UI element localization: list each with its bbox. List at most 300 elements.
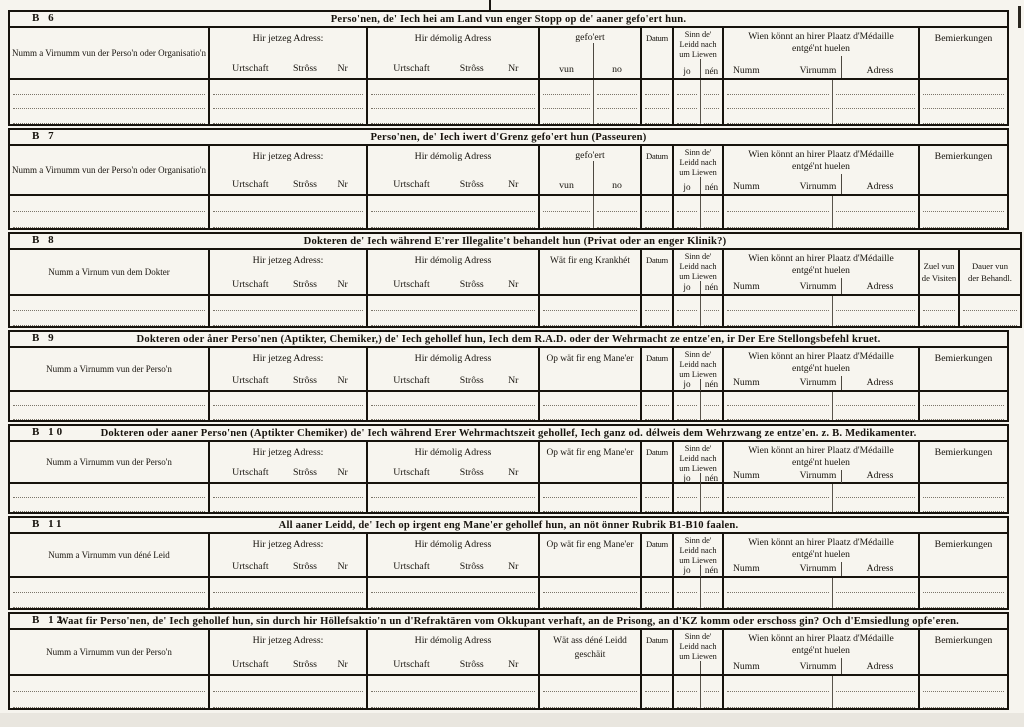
- label-medal: [724, 250, 918, 278]
- section-b6-titlebar: [10, 12, 1007, 28]
- entry-line: [543, 498, 637, 512]
- label-numm: Numm: [733, 661, 760, 672]
- label-alive: [674, 28, 722, 59]
- gefoert-sublabels: [540, 161, 640, 194]
- entry-line: [597, 196, 637, 212]
- entry-subcell-numm-virnumm: [724, 676, 832, 708]
- label-nr: Nr: [508, 63, 519, 74]
- section-b12-titlebar: [10, 614, 1007, 630]
- entry-line: [645, 109, 669, 124]
- label-virnumm: Virnumm: [799, 377, 837, 388]
- medal-sublabels: [724, 658, 918, 674]
- entry-line: [13, 484, 205, 498]
- section-b12: [8, 612, 1009, 710]
- label-alive-line1: Sinn de': [684, 444, 712, 453]
- label-adress: Adress: [841, 658, 918, 674]
- entry-subcell-jo: [674, 578, 700, 608]
- entry-subcell-nen: [700, 80, 722, 124]
- label-numm: Numm: [733, 377, 760, 388]
- entry-line: [597, 95, 637, 110]
- entry-line: [13, 593, 205, 608]
- entry-line: [836, 692, 915, 708]
- label-urtschaft: Urtschaft: [232, 659, 269, 670]
- col-header-remarks: Bemierkungen: [918, 442, 1007, 482]
- entry-line: [213, 593, 363, 608]
- col-header-datum: Datum: [640, 250, 672, 294]
- entry-cell-medal: [722, 676, 918, 708]
- entry-line: [704, 95, 719, 110]
- section-b7-titlebar: [10, 130, 1007, 146]
- entry-line: [704, 109, 719, 124]
- col-header-alive: [672, 348, 722, 390]
- entry-line: [213, 95, 363, 110]
- entry-cell-fate: [538, 676, 640, 708]
- entry-subcell-numm-virnumm: [724, 296, 832, 326]
- entry-line: [923, 311, 955, 326]
- entry-line: [213, 80, 363, 95]
- entry-line: [677, 311, 697, 326]
- entry-line: [704, 296, 719, 311]
- address-sublabels: [368, 467, 538, 482]
- entry-cell-current-address: [208, 578, 366, 608]
- label-jo-blank: [674, 661, 700, 674]
- col-header-former-address: [366, 348, 538, 390]
- entry-line: [677, 578, 697, 593]
- entry-line: [677, 406, 697, 420]
- label-nen: nén: [700, 281, 722, 294]
- label-nen: nén: [700, 177, 722, 194]
- entry-cell-datum: [640, 392, 672, 420]
- label-adress: Adress: [841, 470, 918, 483]
- entry-line: [836, 80, 915, 95]
- entry-line: [836, 484, 915, 498]
- col-header-name: Numm a Virnum vun dem Dokter: [48, 267, 170, 277]
- label-alive-line1: Sinn de': [684, 148, 712, 157]
- col-header-name: Numm a Virnumm vun der Perso'n oder Organisatio'n: [11, 165, 207, 175]
- entry-line: [543, 311, 637, 326]
- label-medal: [724, 28, 918, 56]
- label-alive-line3: um Liewen: [679, 49, 717, 59]
- entry-subcell-no: [593, 196, 640, 228]
- col-header-gefoert: [538, 146, 640, 194]
- entry-line: [543, 593, 637, 608]
- entry-line: [543, 692, 637, 708]
- label-adress: Adress: [841, 278, 918, 294]
- col-header-alive: [672, 534, 722, 576]
- section-b10-titlebar: [10, 426, 1007, 442]
- label-nr: Nr: [337, 375, 348, 386]
- col-header-remarks: Bemierkungen: [918, 146, 1007, 194]
- entry-line: [371, 498, 535, 512]
- section-b11: [8, 516, 1009, 610]
- col-header-current-address: [208, 348, 366, 390]
- entry-line: [645, 593, 669, 608]
- entry-line: [645, 212, 669, 228]
- entry-line: [923, 406, 1004, 420]
- entry-line: [727, 676, 829, 692]
- label-adress: Adress: [841, 56, 918, 78]
- section-b8-titlebar: [10, 234, 1020, 250]
- label-stross: Strôss: [459, 63, 484, 74]
- entry-line: [645, 311, 669, 326]
- entry-line: [213, 212, 363, 228]
- entry-line: [727, 196, 829, 212]
- label-urtschaft: Urtschaft: [393, 63, 430, 74]
- address-sublabels: [368, 279, 538, 294]
- col-header-alive: [672, 630, 722, 674]
- entry-line: [727, 578, 829, 593]
- entry-cell-former-address: [366, 196, 538, 228]
- entry-cell-medal: [722, 296, 918, 326]
- entry-cell-former-address: [366, 392, 538, 420]
- entry-cell-manner: [538, 392, 640, 420]
- label-current-address: Hir jetzeg Adress:: [252, 447, 324, 458]
- label-nr: Nr: [337, 467, 348, 478]
- label-jo: jo: [683, 182, 691, 192]
- label-nen: nén: [700, 379, 722, 391]
- entry-cell-remarks: [918, 676, 1007, 708]
- entry-cell-name: [10, 392, 208, 420]
- col-header-medal-recipient: [722, 28, 918, 78]
- entry-cell-gefoert: [538, 196, 640, 228]
- entry-line: [543, 406, 637, 420]
- label-adress: Adress: [841, 562, 918, 576]
- entry-line: [923, 676, 1004, 692]
- entry-cell-alive: [672, 392, 722, 420]
- entry-subcell-vun: [540, 80, 593, 124]
- entry-line: [704, 593, 719, 608]
- label-urtschaft: Urtschaft: [232, 375, 269, 386]
- label-medal-line2: entgé'nt huelen: [792, 457, 850, 469]
- col-header-alive: [672, 442, 722, 482]
- entry-cell-alive: [672, 578, 722, 608]
- label-medal-line2: entgé'nt huelen: [792, 43, 850, 55]
- label-virnumm: Virnumm: [799, 563, 837, 574]
- section-id: B 8: [32, 234, 57, 246]
- entry-cell-alive: [672, 196, 722, 228]
- col-header-datum: Datum: [640, 630, 672, 674]
- col-header-manner: Op wät fir eng Mane'er: [538, 534, 640, 576]
- entry-line: [923, 296, 955, 311]
- label-nr: Nr: [508, 561, 519, 572]
- entry-line: [836, 406, 915, 420]
- entry-line: [677, 593, 697, 608]
- entry-rows: [10, 676, 1007, 708]
- entry-line: [727, 692, 829, 708]
- col-header-current-address: [208, 28, 366, 78]
- address-sublabels: [368, 63, 538, 78]
- entry-cell-former-address: [366, 484, 538, 512]
- entry-line: [597, 212, 637, 228]
- label-alive-line2: Leidd nach: [679, 261, 717, 271]
- entry-line: [677, 95, 697, 110]
- entry-cell-current-address: [208, 196, 366, 228]
- entry-line: [727, 80, 829, 95]
- entry-line: [704, 80, 719, 95]
- entry-subcell-adress: [832, 578, 918, 608]
- label-virnumm: Virnumm: [799, 281, 837, 292]
- entry-cell-datum: [640, 484, 672, 512]
- label-medal-line1: Wien könnt an hirer Plaatz d'Médaille: [748, 633, 894, 644]
- entry-line: [213, 296, 363, 311]
- entry-line: [213, 676, 363, 692]
- entry-subcell-jo: [674, 296, 700, 326]
- entry-subcell-adress: [832, 296, 918, 326]
- label-medal-line2: entgé'nt huelen: [792, 363, 850, 375]
- entry-line: [727, 212, 829, 228]
- label-medal-line1: Wien könnt an hirer Plaatz d'Médaille: [748, 253, 894, 264]
- label-nr: Nr: [508, 179, 519, 190]
- entry-line: [213, 484, 363, 498]
- address-sublabels: [210, 467, 366, 482]
- label-current-address: Hir jetzeg Adress:: [252, 33, 324, 44]
- col-header-manner: Op wät fir eng Mane'er: [538, 442, 640, 482]
- label-nr: Nr: [508, 279, 519, 290]
- entry-line: [371, 593, 535, 608]
- label-nen: nén: [700, 473, 722, 485]
- entry-line: [13, 578, 205, 593]
- entry-line: [543, 392, 637, 406]
- label-medal: [724, 348, 918, 376]
- label-medal: [724, 146, 918, 174]
- entry-subcell-nen: [700, 392, 722, 420]
- section-id: B 12: [32, 614, 66, 626]
- label-medal-line1: Wien könnt an hirer Plaatz d'Médaille: [748, 537, 894, 548]
- section-id: B 6: [32, 12, 57, 24]
- entry-subcell-numm-virnumm: [724, 484, 832, 512]
- label-nen: nén: [700, 565, 722, 577]
- entry-cell-alive: [672, 296, 722, 326]
- entry-line: [13, 692, 205, 708]
- entry-cell-former-address: [366, 296, 538, 326]
- entry-line: [645, 80, 669, 95]
- section-title: All aaner Leidd, de' Iech op irgent eng Mane'er gehollef hun, an nöt önner Rubrik B1-B10 faalen.: [278, 519, 739, 531]
- entry-line: [923, 95, 1004, 110]
- label-nr: Nr: [337, 63, 348, 74]
- label-medal-line2: entgé'nt huelen: [792, 161, 850, 173]
- label-numm: Numm: [733, 181, 760, 192]
- entry-cell-gefoert: [538, 80, 640, 124]
- entry-subcell-numm-virnumm: [724, 80, 832, 124]
- entry-line: [13, 196, 205, 212]
- label-virnumm: Virnumm: [799, 661, 837, 672]
- entry-line: [13, 296, 205, 311]
- section-id: B 10: [32, 426, 66, 438]
- col-header-former-address: [366, 250, 538, 294]
- col-header-remarks: Bemierkungen: [918, 348, 1007, 390]
- col-header-name: Numm a Virnumm vun déné Leid: [48, 550, 170, 560]
- entry-line: [13, 392, 205, 406]
- entry-line: [645, 484, 669, 498]
- col-header-datum: Datum: [640, 442, 672, 482]
- section-b9: [8, 330, 1009, 422]
- medal-sublabels: [724, 278, 918, 294]
- entry-rows: [10, 296, 1020, 326]
- label-alive: [674, 146, 722, 177]
- entry-line: [371, 578, 535, 593]
- entry-cell-name: [10, 80, 208, 124]
- entry-line: [677, 692, 697, 708]
- entry-subcell-adress: [832, 392, 918, 420]
- entry-cell-alive: [672, 676, 722, 708]
- label-urtschaft: Urtschaft: [393, 279, 430, 290]
- label-medal: [724, 534, 918, 562]
- entry-subcell-vun: [540, 196, 593, 228]
- address-sublabels: [368, 561, 538, 576]
- label-alive-line1: Sinn de': [684, 536, 712, 545]
- entry-cell-manner: [538, 578, 640, 608]
- entry-rows: [10, 80, 1007, 124]
- label-alive-line3: um Liewen: [679, 555, 717, 565]
- col-header-remarks: Bemierkungen: [918, 534, 1007, 576]
- label-adress: Adress: [841, 376, 918, 390]
- column-header-row: [10, 250, 1020, 296]
- label-current-address: Hir jetzeg Adress:: [252, 635, 324, 646]
- label-stross: Strôss: [459, 467, 484, 478]
- label-gefoert: gefo'ert: [575, 150, 605, 161]
- label-duration-line1: Dauer vun: [971, 260, 1009, 271]
- entry-line: [213, 311, 363, 326]
- entry-line: [677, 498, 697, 512]
- entry-line: [543, 95, 590, 110]
- label-urtschaft: Urtschaft: [393, 659, 430, 670]
- entry-cell-current-address: [208, 392, 366, 420]
- entry-line: [836, 296, 915, 311]
- entry-cell-current-address: [208, 80, 366, 124]
- entry-cell-treatment-duration: [958, 296, 1020, 326]
- label-urtschaft: Urtschaft: [232, 467, 269, 478]
- label-urtschaft: Urtschaft: [393, 375, 430, 386]
- entry-line: [923, 80, 1004, 95]
- entry-line: [213, 109, 363, 124]
- label-stross: Strôss: [293, 279, 317, 290]
- entry-line: [543, 484, 637, 498]
- alive-sublabels: [674, 177, 722, 194]
- entry-line: [727, 109, 829, 124]
- address-sublabels: [210, 179, 366, 194]
- section-title: Dokteren oder aaner Perso'nen (Aptikter Chemiker) de' Iech während Erer Wehrmachtszeit gehollef, Iech ganz od. délweis dem Wehrzwang ze entze'en. z. B. Medikamenter.: [100, 427, 917, 439]
- alive-sublabels: [674, 59, 722, 78]
- entry-line: [836, 578, 915, 593]
- entry-line: [836, 196, 915, 212]
- section-b9-titlebar: [10, 332, 1007, 348]
- label-nr: Nr: [337, 279, 348, 290]
- label-former-address: Hir démolig Adress: [414, 353, 492, 364]
- entry-line: [727, 392, 829, 406]
- entry-subcell-nen: [700, 296, 722, 326]
- medal-sublabels: [724, 56, 918, 78]
- col-header-fate: [538, 630, 640, 674]
- entry-line: [371, 196, 535, 212]
- section-title: Dokteren de' Iech während E'rer Illegalite't behandelt hun (Privat oder an enger Klinik?): [303, 235, 727, 247]
- entry-line: [677, 484, 697, 498]
- entry-cell-medal: [722, 392, 918, 420]
- label-former-address: Hir démolig Adress: [414, 151, 492, 162]
- label-alive-line1: Sinn de': [684, 632, 712, 641]
- entry-cell-remarks: [918, 392, 1007, 420]
- column-header-row: [10, 630, 1007, 676]
- entry-subcell-numm-virnumm: [724, 196, 832, 228]
- label-stross: Strôss: [293, 659, 317, 670]
- entry-cell-former-address: [366, 578, 538, 608]
- entry-line: [645, 406, 669, 420]
- entry-line: [704, 406, 719, 420]
- label-medal-line1: Wien könnt an hirer Plaatz d'Médaille: [748, 31, 894, 42]
- entry-cell-name: [10, 196, 208, 228]
- label-alive-line2: Leidd nach: [679, 545, 717, 555]
- address-sublabels: [210, 659, 366, 674]
- col-header-current-address: [208, 534, 366, 576]
- col-header-remarks: Bemierkungen: [918, 28, 1007, 78]
- label-stross: Strôss: [293, 561, 317, 572]
- entry-line: [543, 296, 637, 311]
- section-b7: [8, 128, 1009, 230]
- alive-sublabels: [674, 281, 722, 294]
- label-alive: [674, 250, 722, 281]
- entry-subcell-numm-virnumm: [724, 392, 832, 420]
- col-header-name: Numm a Virnumm vun der Perso'n: [46, 364, 172, 374]
- label-alive-line3: um Liewen: [679, 271, 717, 281]
- entry-cell-former-address: [366, 80, 538, 124]
- col-header-illness: Wät fir eng Krankhét: [538, 250, 640, 294]
- address-sublabels: [210, 63, 366, 78]
- entry-line: [213, 406, 363, 420]
- entry-line: [213, 692, 363, 708]
- label-duration-line2: der Behandl.: [968, 273, 1012, 283]
- col-header-current-address: [208, 630, 366, 674]
- entry-line: [727, 95, 829, 110]
- section-b10: [8, 424, 1009, 514]
- label-current-address: Hir jetzeg Adress:: [252, 151, 324, 162]
- label-alive: [674, 630, 722, 661]
- entry-subcell-numm-virnumm: [724, 578, 832, 608]
- address-sublabels: [368, 659, 538, 674]
- entry-line: [704, 578, 719, 593]
- entry-line: [13, 676, 205, 692]
- entry-line: [704, 196, 719, 212]
- alive-sublabels: [674, 379, 722, 391]
- label-virnumm: Virnumm: [799, 181, 837, 192]
- entry-line: [727, 296, 829, 311]
- entry-subcell-jo: [674, 196, 700, 228]
- entry-line: [543, 578, 637, 593]
- label-no: no: [593, 43, 640, 78]
- col-header-current-address: [208, 442, 366, 482]
- entry-cell-medal: [722, 578, 918, 608]
- entry-line: [597, 80, 637, 95]
- entry-cell-alive: [672, 484, 722, 512]
- entry-line: [923, 392, 1004, 406]
- entry-subcell-jo: [674, 676, 700, 708]
- entry-line: [704, 484, 719, 498]
- entry-subcell-jo: [674, 80, 700, 124]
- entry-rows: [10, 484, 1007, 512]
- address-sublabels: [210, 375, 366, 390]
- entry-line: [645, 95, 669, 110]
- entry-line: [704, 212, 719, 228]
- entry-cell-medal: [722, 196, 918, 228]
- label-current-address: Hir jetzeg Adress:: [252, 539, 324, 550]
- label-urtschaft: Urtschaft: [393, 179, 430, 190]
- label-nr: Nr: [337, 561, 348, 572]
- entry-line: [645, 692, 669, 708]
- col-header-former-address: [366, 630, 538, 674]
- entry-line: [645, 296, 669, 311]
- entry-line: [213, 196, 363, 212]
- entry-line: [645, 392, 669, 406]
- label-nen-blank: [700, 661, 722, 674]
- entry-cell-datum: [640, 578, 672, 608]
